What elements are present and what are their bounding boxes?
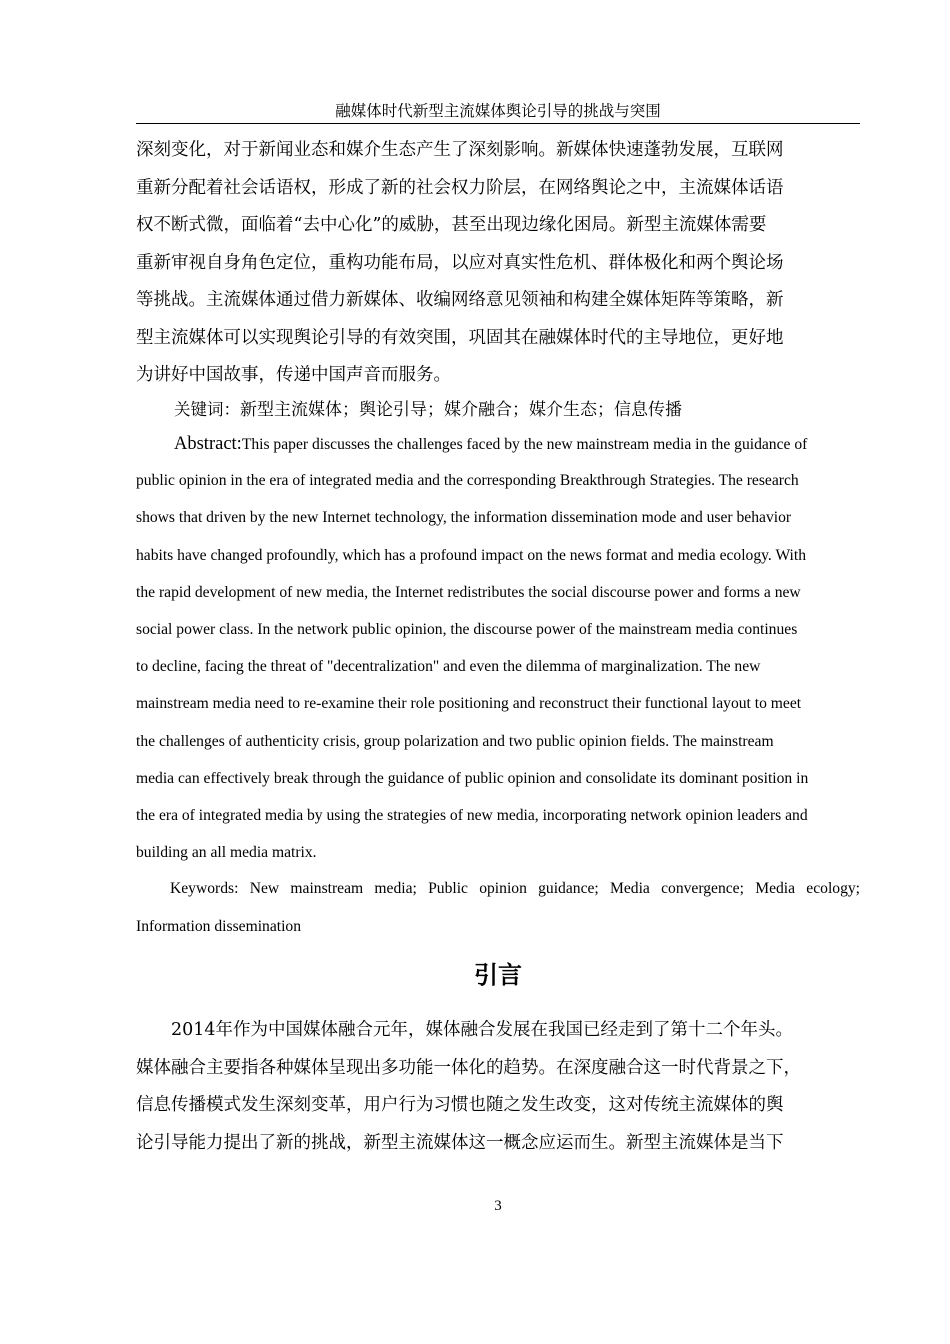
abstract-en-label: Abstract: (174, 434, 242, 454)
abstract-en-line: mainstream media need to re-examine their role positioning and reconstruct their functional layout to meet (136, 695, 802, 713)
abstract-en-line: building an all media matrix. (136, 844, 317, 862)
keywords-cn-label: 关键词： (174, 400, 240, 419)
abstract-en-line: the rapid development of new media, the Internet redistributes the social discourse power and forms a new (136, 583, 801, 601)
page-number: 3 (494, 1198, 502, 1214)
abstract-cn-line: 型主流媒体可以实现舆论引导的有效突围，巩固其在融媒体时代的主导地位，更好地 (136, 327, 784, 348)
abstract-cn-line: 权不断式微，面临着“去中心化”的威胁，甚至出现边缘化困局。新型主流媒体需要 (136, 215, 767, 235)
abstract-cn-line: 重新分配着社会话语权，形成了新的社会权力阶层，在网络舆论之中，主流媒体话语 (136, 177, 784, 198)
abstract-en (136, 433, 862, 879)
abstract-en-line: the challenges of authenticity crisis, group polarization and two public opinion fields. The mainstream (136, 732, 774, 750)
intro-line: 2014年作为中国媒体融合元年，媒体融合发展在我国已经走到了第十二个年头。 (136, 1020, 794, 1040)
abstract-en-line: habits have changed profoundly, which has a profound impact on the news format and media ecology. With (136, 546, 807, 564)
abstract-cn-line: 深刻变化，对于新闻业态和媒介生态产生了深刻影响。新媒体快速蓬勃发展，互联网 (136, 140, 784, 160)
abstract-en-first-line (136, 433, 862, 470)
abstract-en-line: social power class. In the network public opinion, the discourse power of the mainstream media continues (136, 620, 798, 638)
abstract-en-line: shows that driven by the new Internet technology, the information dissemination mode and user behavior (136, 509, 792, 527)
keywords-cn-value: 新型主流媒体；舆论引导；媒介融合；媒介生态；信息传播 (240, 400, 682, 420)
abstract-cn-line: 重新审视自身角色定位，重构功能布局，以应对真实性危机、群体极化和两个舆论场 (136, 252, 784, 273)
abstract-cn-line: 等挑战。主流媒体通过借力新媒体、收编网络意见领袖和构建全媒体矩阵等策略，新 (136, 290, 784, 310)
keywords-en-line: Information dissemination (136, 918, 302, 935)
abstract-en-line: This paper discusses the challenges faced by the new mainstream media in the guidance of (241, 436, 808, 453)
abstract-en-line: public opinion in the era of integrated media and the corresponding Breakthrough Strategies. The research (136, 472, 799, 490)
keywords-en (136, 878, 860, 954)
section-title: 引言 (474, 961, 522, 989)
abstract-en-line: to decline, facing the threat of "decentralization" and even the dilemma of marginalization. The new (136, 658, 761, 676)
header-rule (136, 123, 860, 124)
intro-line: 信息传播模式发生深刻变革，用户行为习惯也随之发生改变，这对传统主流媒体的舆 (136, 1095, 784, 1115)
intro-line: 论引导能力提出了新的挑战，新型主流媒体这一概念应运而生。新型主流媒体是当下 (136, 1132, 784, 1153)
abstract-cn-line: 为讲好中国故事，传递中国声音而服务。 (136, 365, 451, 385)
intro-line: 媒体融合主要指各种媒体呈现出多功能一体化的趋势。在深度融合这一时代背景之下， (136, 1057, 801, 1078)
abstract-cn (136, 132, 860, 395)
abstract-en-line: the era of integrated media by using the strategies of new media, incorporating network opinion leaders and (136, 806, 808, 824)
keywords-cn (174, 398, 682, 422)
abstract-en-line: media can effectively break through the guidance of public opinion and consolidate its dominant position in (136, 769, 809, 787)
running-header: 融媒体时代新型主流媒体舆论引导的挑战与突围 (335, 102, 661, 120)
intro-paragraph (136, 1012, 860, 1162)
keywords-en-line: Keywords: New mainstream media; Public opinion guidance; Media convergence; Media ecology; (170, 880, 860, 897)
